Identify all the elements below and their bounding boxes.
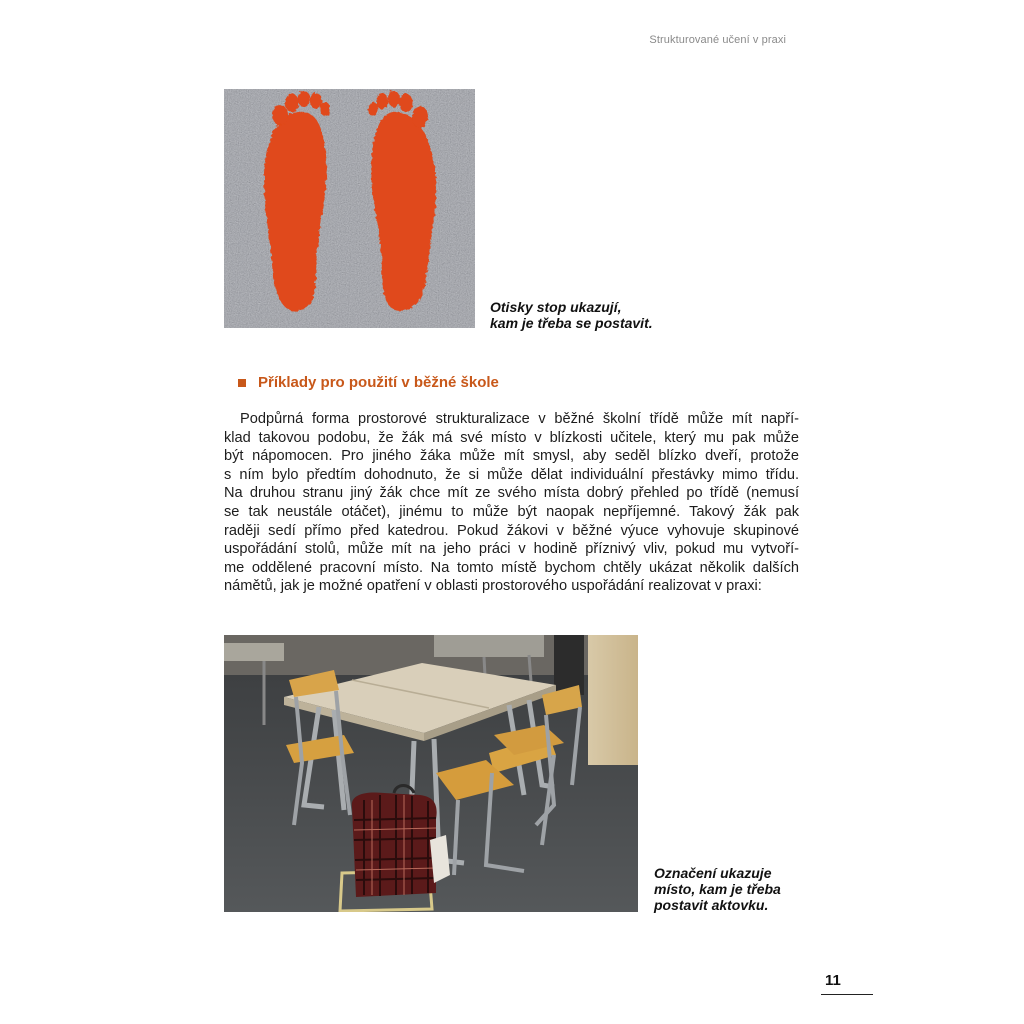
running-header: Strukturované učení v praxi	[649, 34, 786, 46]
desk-caption	[654, 865, 781, 913]
page-number-rule	[821, 994, 873, 995]
paragraph-line: klad takovou podobu, že žák má své místo v blízkosti učitele, který mu pak může	[224, 429, 799, 446]
square-bullet-icon	[238, 379, 246, 387]
caption-line: Označení ukazuje	[654, 865, 772, 881]
paragraph-line: se tak neustále otáčet), jinému to může být naopak nepříjemné. Takový žák pak	[224, 503, 799, 520]
paragraph-line: být nápomocen. Pro jiného žáka může mít smysl, aby seděl blízko dveří, protože	[224, 448, 799, 465]
paragraph-line: námětů, jak je možné opatření v oblasti prostorového uspořádání realizovat v praxi:	[224, 578, 762, 595]
section-heading-text: Příklady pro použití v běžné škole	[258, 374, 499, 391]
paragraph-line: raději sedí přímo před katedrou. Pokud žákovi v běžné výuce vyhovuje skupinové	[224, 522, 799, 539]
classroom-desk-photo	[224, 635, 638, 912]
paragraph-line: Podpůrná forma prostorové strukturalizace v běžné školní třídě může mít napří-	[240, 411, 799, 427]
caption-line: místo, kam je třeba	[654, 881, 781, 897]
caption-line: postavit aktovku.	[654, 897, 769, 913]
page-number: 11	[825, 972, 841, 989]
paragraph-line: s ním bylo předtím dohodnuto, že si může dělat individuální přestávky mimo třídu.	[224, 466, 799, 483]
paragraph-line: Na druhou stranu jiný žák chce mít ze svého místa dobrý přehled po třídě (nemusí	[224, 485, 799, 502]
footprints-caption	[490, 299, 653, 331]
caption-line: kam je třeba se postavit.	[490, 315, 653, 331]
section-heading	[238, 374, 499, 391]
body-paragraph	[224, 410, 799, 596]
paragraph-line: me oddělené pracovní místo. Na tomto místě bychom chtěly ukázat několik dalších	[224, 559, 799, 576]
caption-line: Otisky stop ukazují,	[490, 299, 622, 315]
footprints-photo	[224, 89, 475, 328]
paragraph-line: uspořádání stolů, může mít na jeho práci v hodině příznivý vliv, pokud mu vytvoří-	[224, 541, 799, 558]
